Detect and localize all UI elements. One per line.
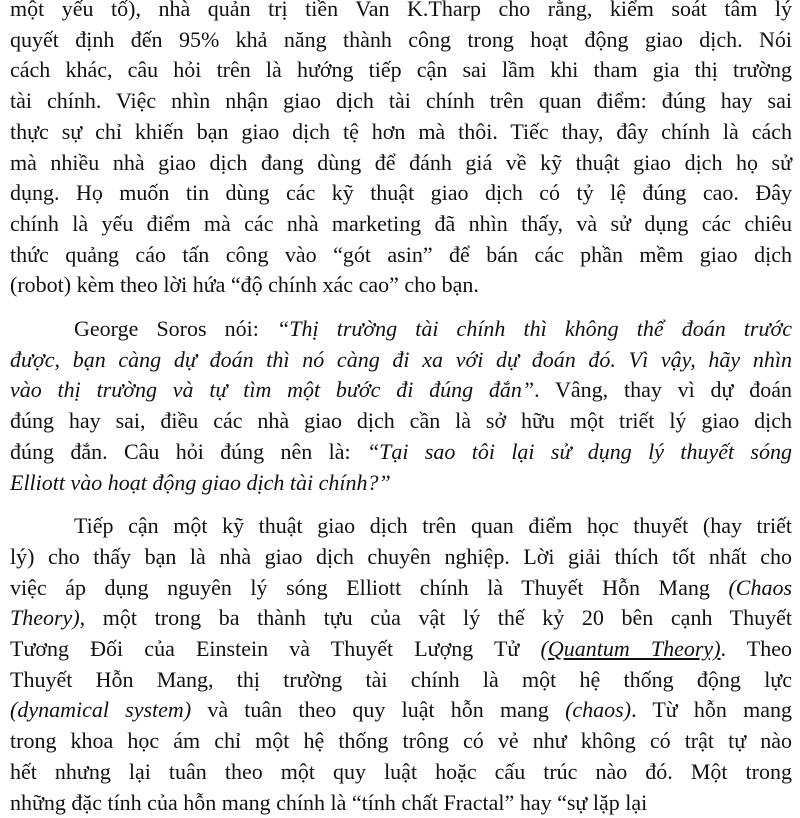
text-line: [10, 406, 792, 437]
text-line: [10, 314, 792, 345]
text-line: [10, 25, 792, 56]
text-run: trong khoa học ám chỉ một hệ thống trông có vẻ như không có trật tự nào: [10, 728, 792, 754]
text-run: một yếu tố), nhà quản trị tiền Van K.Tharp cho rằng, kiểm soát tâm lý: [10, 0, 792, 21]
text-line: [10, 437, 792, 468]
text-line: [10, 726, 792, 757]
italic-text-run: (Quantum Theory): [540, 636, 721, 662]
italic-text-run: vào thị trường và tự tìm một bước đi đúng đắn”: [10, 377, 535, 403]
text-run: mà nhiều nhà giao dịch đang dùng để đánh giá về kỹ thuật giao dịch họ sử: [10, 149, 792, 175]
text-run: việc áp dụng nguyên lý sóng Elliott chính là Thuyết Hỗn Mang: [10, 574, 729, 600]
text-line: [10, 788, 792, 818]
text-run: (robot) kèm theo lời hứa “độ chính xác cao” cho bạn.: [10, 272, 479, 298]
text-run: Thuyết Hỗn Mang, thị trường tài chính là một hệ thống động lực: [10, 666, 792, 692]
text-line: [10, 148, 792, 179]
text-line: [10, 178, 792, 209]
text-run: những đặc tính của hỗn mang chính là “tính chất Fractal” hay “sự lặp lại: [10, 789, 648, 815]
text-line: [10, 86, 792, 117]
body-text: [10, 0, 792, 818]
italic-text-run: “Thị trường tài chính thì không thể đoán trước: [277, 316, 792, 342]
italic-text-run: Elliott vào hoạt động giao dịch tài chính?”: [10, 469, 391, 495]
text-run: thực sự chỉ khiến bạn giao dịch tệ hơn mà thôi. Tiếc thay, đây chính là cách: [10, 118, 792, 144]
text-run: . Vâng, thay vì dự đoán: [534, 377, 792, 403]
text-line: [10, 511, 792, 542]
text-line: [10, 468, 792, 499]
text-line: [10, 209, 792, 240]
text-run: . Từ hỗn mang: [631, 697, 792, 723]
text-line: [10, 375, 792, 406]
text-run: đúng đắn. Câu hỏi đúng nên là:: [10, 438, 367, 464]
text-run: Tiếp cận một kỹ thuật giao dịch trên quan điểm học thuyết (hay triết: [74, 513, 792, 539]
text-line: [10, 0, 792, 25]
text-run: tài chính. Việc nhìn nhận giao dịch tài chính trên quan điểm: đúng hay sai: [10, 88, 792, 114]
text-line: [10, 573, 792, 604]
text-line: [10, 757, 792, 788]
italic-text-run: “Tại sao tôi lại sử dụng lý thuyết sóng: [366, 438, 792, 464]
text-line: [10, 117, 792, 148]
italic-text-run: (dynamical system): [10, 697, 192, 723]
text-run: lý) cho thấy bạn là nhà giao dịch chuyên nghiệp. Lời giải thích tốt nhất cho: [10, 543, 792, 569]
text-line: [10, 603, 792, 634]
text-run: thức quảng cáo tấn công vào “gót asin” để bán các phần mềm giao dịch: [10, 241, 792, 267]
italic-text-run: (Chaos: [728, 574, 792, 600]
text-line: [10, 55, 792, 86]
text-line: [10, 695, 792, 726]
text-run: cách khác, câu hỏi trên là hướng tiếp cận sai lầm khi tham gia thị trường: [10, 57, 792, 83]
text-run: Tương Đối của Einstein và Thuyết Lượng Tử: [10, 636, 541, 662]
paragraph: [10, 314, 792, 498]
italic-text-run: Theory): [10, 605, 80, 631]
paragraph: [10, 511, 792, 818]
paragraph: [10, 0, 792, 301]
text-line: [10, 240, 792, 271]
text-run: George Soros nói:: [74, 316, 278, 342]
text-run: dụng. Họ muốn tin dùng các kỹ thuật giao dịch có tỷ lệ đúng cao. Đây: [10, 180, 792, 206]
text-line: [10, 542, 792, 573]
italic-text-run: (chaos): [565, 697, 632, 723]
text-run: chính là yếu điểm mà các nhà marketing đã nhìn thấy, và sử dụng các chiêu: [10, 210, 792, 236]
text-line: [10, 270, 792, 301]
text-run: và tuân theo quy luật hỗn mang: [191, 697, 566, 723]
text-run: , một trong ba thành tựu của vật lý thế kỷ 20 bên cạnh Thuyết: [79, 605, 792, 631]
text-run: đúng hay sai, điều các nhà giao dịch cần là sở hữu một triết lý giao dịch: [10, 408, 792, 434]
text-line: [10, 665, 792, 696]
text-line: [10, 634, 792, 665]
text-run: quyết định đến 95% khả năng thành công trong hoạt động giao dịch. Nói: [10, 26, 792, 52]
text-line: [10, 345, 792, 376]
italic-text-run: được, bạn càng dự đoán thì nó càng đi xa với dự đoán đó. Vì vậy, hãy nhìn: [10, 346, 792, 372]
text-run: . Theo: [720, 636, 792, 662]
text-run: hết nhưng lại tuân theo một quy luật hoặc cấu trúc nào đó. Một trong: [10, 758, 792, 784]
